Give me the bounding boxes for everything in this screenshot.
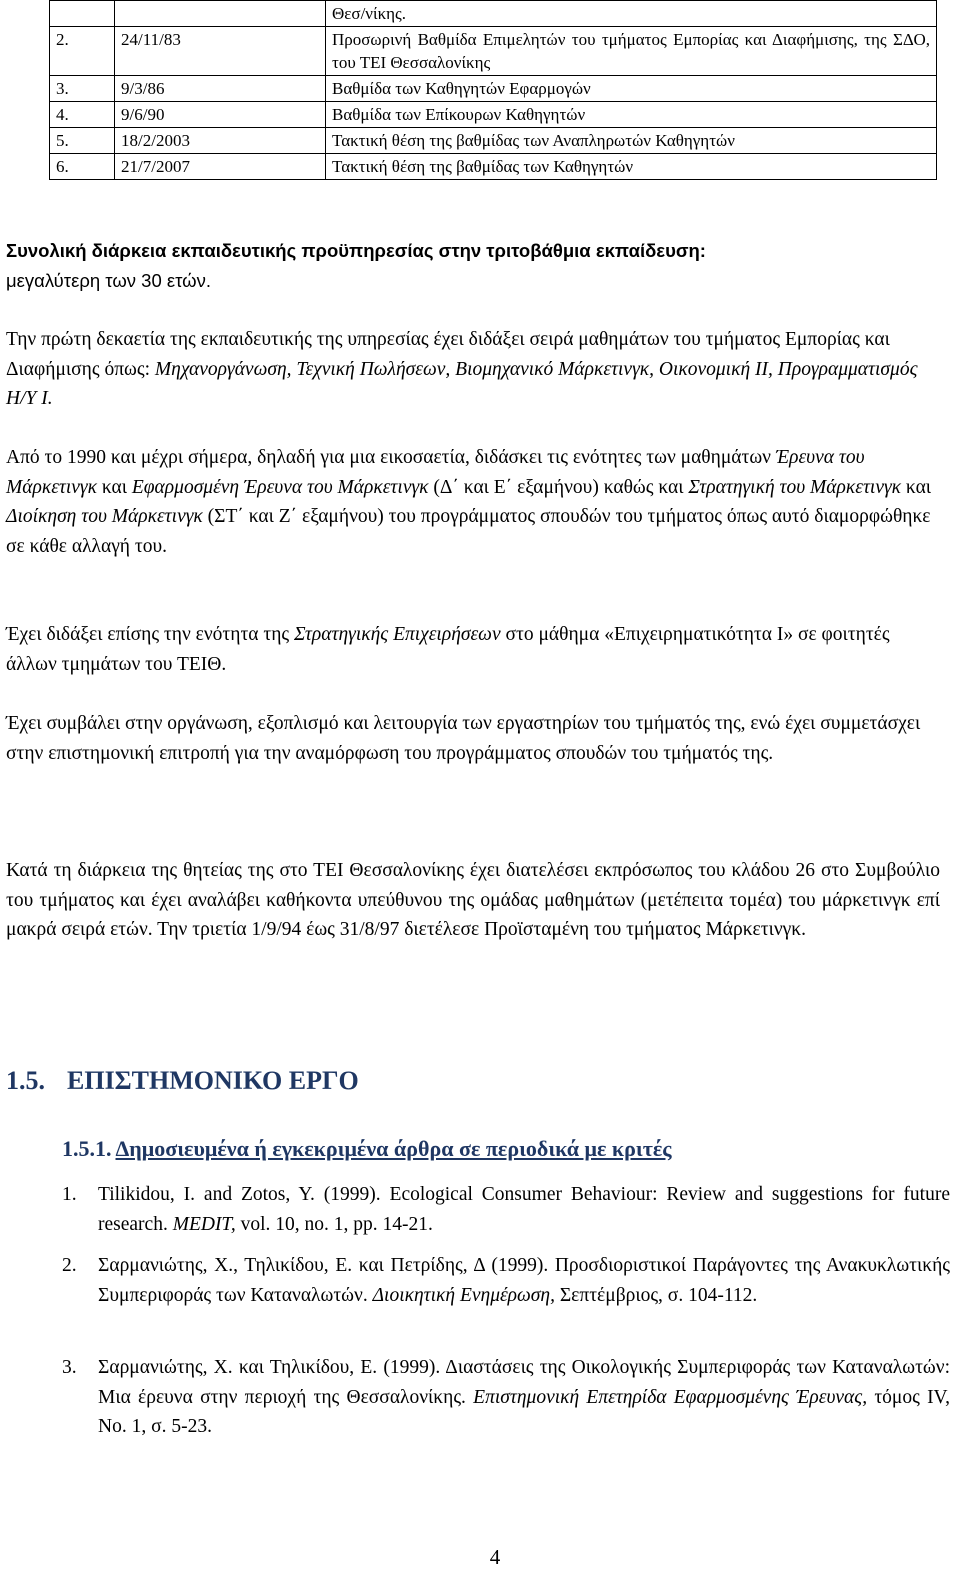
experience-summary xyxy=(6,236,940,295)
table-row xyxy=(50,27,937,76)
row-number: 6. xyxy=(50,154,115,180)
course-list: Μηχανοργάνωση, Τεχνική Πωλήσεων, Βιομηχανικό Μάρκετινγκ, Οικονομική ΙΙ, Προγραμματισμός Η/Υ Ι. xyxy=(6,358,918,409)
section-title: ΕΠΙΣΤΗΜΟΝΙΚΟ ΕΡΓΟ xyxy=(67,1066,359,1095)
row-description: Βαθμίδα των Καθηγητών Εφαρμογών xyxy=(326,76,937,102)
paragraph-since-1990 xyxy=(6,443,940,561)
course-name: Στρατηγική του Μάρκετινγκ xyxy=(688,476,902,498)
table-row xyxy=(50,76,937,102)
table-row xyxy=(50,128,937,154)
row-description: Βαθμίδα των Επίκουρων Καθηγητών xyxy=(326,102,937,128)
paragraph-text: Από το 1990 και μέχρι σήμερα, δηλαδή για μια εικοσαετία, διδάσκει τις ενότητες των μαθημάτων xyxy=(6,447,776,468)
reference-item xyxy=(62,1180,950,1239)
table-row xyxy=(50,1,937,27)
page-number: 4 xyxy=(489,1545,501,1569)
reference-text xyxy=(98,1353,950,1442)
table-row xyxy=(50,154,937,180)
row-date: 21/7/2007 xyxy=(115,154,326,180)
reference-journal: Επιστημονική Επετηρίδα Εφαρμοσμένης Έρευνας, xyxy=(473,1386,868,1408)
paragraph-text: Έχει διδάξει επίσης την ενότητα της xyxy=(6,624,294,645)
reference-details: τόμος IV, No. 1, σ. 5-23. xyxy=(98,1386,951,1437)
reference-authors-title: Tilikidou, I. and Zotos, Y. (1999). Ecological Consumer Behaviour: Review and suggestions for future research. xyxy=(98,1184,950,1235)
row-number: 3. xyxy=(50,76,115,102)
reference-item xyxy=(62,1251,950,1310)
experience-label: Συνολική διάρκεια εκπαιδευτικής προϋπηρεσίας στην τριτοβάθμια εκπαίδευση: xyxy=(6,240,706,261)
subsection-heading xyxy=(62,1136,672,1162)
row-date: 24/11/83 xyxy=(115,27,326,76)
paragraph-text: (ΣΤ΄ και Ζ΄ εξαμήνου) του προγράμματος σπουδών του τμήματος όπως αυτό διαμορφώθηκε σε κάθε αλλαγή του. xyxy=(6,506,931,557)
section-number: 1.5. xyxy=(6,1066,45,1095)
paragraph-text: Την πρώτη δεκαετία της εκπαιδευτικής της υπηρεσίας έχει διδάξει σειρά μαθημάτων του τμήματος Εμπορίας και Διαφήμισης όπως: xyxy=(6,329,890,380)
paragraph-entrepreneurship xyxy=(6,620,940,679)
paragraph-first-decade xyxy=(6,325,940,414)
row-date: 18/2/2003 xyxy=(115,128,326,154)
paragraph-tenure: Κατά τη διάρκεια της θητείας της στο ΤΕΙ Θεσσαλονίκης έχει διατελέσει εκπρόσωπος του κλάδου 26 στο Συμβούλιο του τμήματος και έχει αναλάβει καθήκοντα υπεύθυνου της ομάδας μαθημάτων (μετέπειτα τομέα) του μάρκετινγκ επί μακρά σειρά ετών. Την τριετία 1/9/94 έως 31/8/97 διετέλεσε Προϊσταμένη του τμήματος Μάρκετινγκ. xyxy=(6,860,940,940)
reference-authors-title: Σαρμανιώτης, Χ. και Τηλικίδου, Ε. (1999). Διαστάσεις της Οικολογικής Συμπεριφοράς των Καταναλωτών: Μια έρευνα στην περιοχή της Θεσσαλονίκης. xyxy=(98,1357,950,1408)
reference-details: Σεπτέμβριος, σ. 104-112. xyxy=(554,1284,758,1306)
row-number: 2. xyxy=(50,27,115,76)
table-row xyxy=(50,102,937,128)
paragraph-labs: Έχει συμβάλει στην οργάνωση, εξοπλισμό και λειτουργία των εργαστηρίων του τμήματός της, ενώ έχει συμμετάσχει στην επιστημονική επιτροπή για την αναμόρφωση του προγράμματος σπουδών του τμήματός της. xyxy=(6,713,921,764)
row-description: Τακτική θέση της βαθμίδας των Καθηγητών xyxy=(326,154,937,180)
row-date: 9/6/90 xyxy=(115,102,326,128)
career-table xyxy=(49,0,937,180)
subsection-title: Δημοσιευμένα ή εγκεκριμένα άρθρα σε περιοδικά με κριτές xyxy=(115,1136,672,1161)
paragraph-text: και xyxy=(96,476,132,498)
section-heading xyxy=(6,1066,359,1096)
reference-journal: Διοικητική Ενημέρωση, xyxy=(372,1284,555,1306)
paragraph-text: και xyxy=(901,476,932,498)
row-number: 4. xyxy=(50,102,115,128)
row-number xyxy=(50,1,115,27)
row-description: Τακτική θέση της βαθμίδας των Αναπληρωτών Καθηγητών xyxy=(326,128,937,154)
experience-value: μεγαλύτερη των 30 ετών. xyxy=(6,269,212,291)
row-description: Θεσ/νίκης. xyxy=(326,1,937,27)
reference-number: 2. xyxy=(62,1255,77,1276)
course-name: Στρατηγικής Επιχειρήσεων xyxy=(294,624,501,645)
reference-authors-title: Σαρμανιώτης, Χ., Τηλικίδου, Ε. και Πετρίδης, Δ (1999). Προσδιοριστικοί Παράγοντες της Ανακυκλωτικής Συμπεριφοράς των Καταναλωτών. xyxy=(98,1255,950,1306)
reference-number: 3. xyxy=(62,1357,77,1378)
row-number: 5. xyxy=(50,128,115,154)
course-name: Εφαρμοσμένη Έρευνα του Μάρκετινγκ xyxy=(131,476,429,498)
reference-details: vol. 10, no. 1, pp. 14-21. xyxy=(235,1213,433,1235)
paragraph-text: (Δ΄ και Ε΄ εξαμήνου) καθώς και xyxy=(428,476,689,498)
reference-journal: MEDIT, xyxy=(172,1213,236,1235)
paragraph-text: στο μάθημα «Επιχειρηματικότητα Ι» σε φοιτητές άλλων τμημάτων του ΤΕΙΘ. xyxy=(6,624,890,675)
reference-item xyxy=(62,1353,950,1442)
reference-text xyxy=(98,1180,950,1239)
subsection-number: 1.5.1. xyxy=(62,1136,112,1161)
row-description: Προσωρινή Βαθμίδα Επιμελητών του τμήματος Εμπορίας και Διαφήμισης, της ΣΔΟ, του ΤΕΙ Θεσσαλονίκης xyxy=(326,27,937,76)
row-date xyxy=(115,1,326,27)
reference-text xyxy=(98,1251,950,1310)
course-name: Έρευνα του Μάρκετινγκ xyxy=(6,447,865,498)
row-date: 9/3/86 xyxy=(115,76,326,102)
reference-number: 1. xyxy=(62,1184,77,1205)
course-name: Διοίκηση του Μάρκετινγκ xyxy=(6,506,203,527)
